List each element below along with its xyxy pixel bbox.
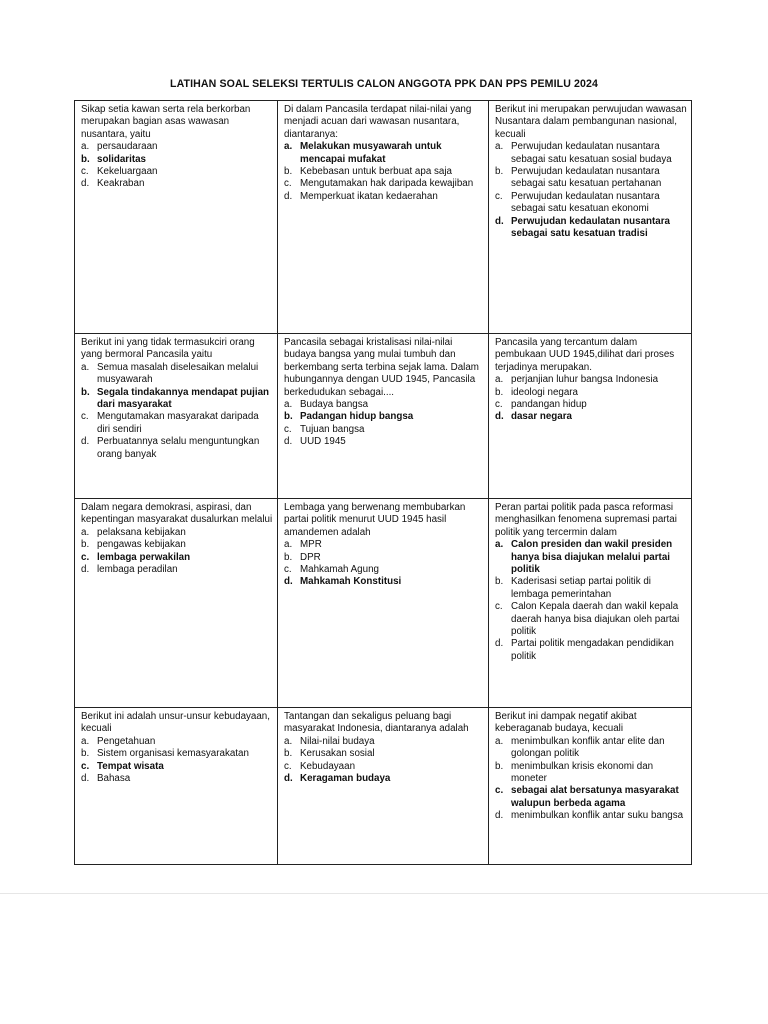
option-text: Kaderisasi setiap partai politik di lembaga pemerintahan [511,576,651,600]
option-letter: d. [495,215,504,227]
answer-option-correct [284,576,484,588]
option-letter: a. [81,526,90,538]
answer-option [495,736,687,761]
option-letter: b. [495,760,504,772]
option-text: Melakukan musyawarah untuk mencapai mufakat [300,141,442,165]
answer-options [284,539,484,589]
question-text: Berikut ini dampak negatif akibat keberaganab budaya, kecuali [495,711,637,735]
answer-options [495,374,687,424]
option-letter: c. [284,178,292,190]
answer-option [81,362,273,387]
option-text: ideologi negara [511,386,578,398]
option-text: menimbulkan krisis ekonomi dan moneter [511,760,654,785]
answer-option-correct [284,773,484,785]
option-text: Partai politik mengadakan pendidikan politik [511,638,674,662]
option-text: Semua masalah diselesaikan melalui musyawarah [97,361,259,386]
option-letter: d. [81,564,90,576]
answer-option [495,399,687,411]
answer-option [495,810,687,822]
option-letter: a. [284,539,293,551]
option-letter: c. [81,760,90,772]
question-row [75,334,692,499]
answer-option [81,527,273,539]
answer-option [284,166,484,178]
option-text: Kekeluargaan [97,166,158,178]
answer-option [81,411,273,436]
option-letter: b. [81,748,90,760]
option-text: Kebebasan untuk berbuat apa saja [300,166,452,178]
option-text: solidaritas [97,153,147,165]
option-letter: c. [284,760,292,772]
answer-option-correct [81,154,273,166]
answer-options [495,141,687,240]
option-text: UUD 1945 [300,436,346,448]
option-text: MPR [300,539,322,551]
option-letter: a. [81,141,90,153]
question-cell [278,101,489,334]
option-letter: d. [284,190,293,202]
answer-option-correct [495,216,687,241]
option-letter: d. [81,773,90,785]
option-text: Padangan hidup bangsa [300,411,414,423]
option-text: Mahkamah Konstitusi [300,576,402,588]
answer-option-correct [81,761,273,773]
question-row [75,708,692,865]
answer-option-correct [495,785,687,810]
option-letter: a. [495,374,504,386]
answer-option [495,576,687,601]
option-text: pengawas kebijakan [97,539,186,551]
answer-option [495,166,687,191]
answer-option [284,761,484,773]
answer-option [284,436,484,448]
option-letter: b. [81,153,90,165]
answer-options [81,527,273,577]
answer-option [284,736,484,748]
answer-option-correct [495,411,687,423]
option-letter: c. [284,423,292,435]
question-cell [489,101,692,334]
option-letter: d. [495,638,504,650]
option-letter: c. [495,601,503,613]
option-letter: d. [284,576,293,588]
question-cell [278,499,489,708]
answer-option-correct [495,539,687,576]
question-cell [75,499,278,708]
answer-option [81,564,273,576]
question-text: Di dalam Pancasila terdapat nilai-nilai yang menjadi acuan dari wawasan nusantara, diantaranya: [284,104,472,140]
option-text: Keragaman budaya [300,773,391,785]
answer-option [284,564,484,576]
question-text: Peran partai politik pada pasca reformasi menghasilkan fenomena supremasi partai politik yang tercermin dalam [495,502,677,538]
option-text: perjanjian luhur bangsa Indonesia [511,374,659,386]
option-letter: d. [284,773,293,785]
option-text: Kebudayaan [300,760,356,772]
question-text: Berikut ini adalah unsur-unsur kebudayaan, kecuali [81,711,270,735]
option-letter: d. [284,436,293,448]
option-letter: b. [284,748,293,760]
answer-options [81,141,273,191]
option-letter: c. [81,551,90,563]
answer-options [284,736,484,786]
option-letter: b. [81,386,90,398]
option-text: menimbulkan konflik antar elite dan golongan politik [511,735,665,760]
page-bottom-divider [0,893,768,894]
answer-option [495,601,687,638]
option-letter: c. [495,190,503,202]
question-text: Berikut ini merupakan perwujudan wawasan Nusantara dalam pembangunan nasional, kecuali [495,104,687,140]
answer-options [284,141,484,203]
option-text: Mahkamah Agung [300,564,379,576]
answer-option [81,736,273,748]
option-text: Perwujudan kedaulatan nusantara sebagai satu kesatuan ekonomi [511,190,660,215]
option-text: Nilai-nilai budaya [300,735,375,747]
option-letter: d. [495,810,504,822]
answer-option [284,552,484,564]
option-text: Tempat wisata [97,760,164,772]
option-text: DPR [300,551,321,563]
question-text: Lembaga yang berwenang membubarkan partai politik menurut UUD 1945 hasil amandemen adalah [284,502,466,538]
answer-option-correct [284,411,484,423]
answer-option [495,374,687,386]
option-letter: b. [495,166,504,178]
question-row [75,101,692,334]
answer-options [81,736,273,786]
answer-option [81,748,273,760]
option-text: Kerusakan sosial [300,748,375,760]
question-text: Pancasila sebagai kristalisasi nilai-nilai budaya bangsa yang mulai tumbuh dan berkembang serta terbina sejak lama. Dalam hubungannya dengan UUD 1945, Pancasila berkedudukan sebagai.... [284,337,479,398]
answer-option-correct [81,552,273,564]
option-letter: b. [284,166,293,178]
option-text: Mengutamakan hak daripada kewajiban [300,178,474,190]
option-letter: d. [81,436,90,448]
answer-option [81,141,273,153]
option-text: Calon presiden dan wakil presiden hanya bisa diajukan melalui partai politik [511,539,673,576]
option-letter: b. [284,551,293,563]
question-cell [75,708,278,865]
answer-option [495,638,687,663]
option-letter: c. [81,166,89,178]
question-cell [278,334,489,499]
question-text: Sikap setia kawan serta rela berkorban merupakan bagian asas wawasan nusantara, yaitu [81,104,251,140]
answer-option-correct [284,141,484,166]
answer-option [495,141,687,166]
option-letter: b. [284,411,293,423]
answer-option [81,436,273,461]
option-text: Mengutamakan masyarakat daripada diri sendiri [97,411,259,435]
option-text: menimbulkan konflik antar suku bangsa [511,810,684,822]
option-letter: d. [81,178,90,190]
option-text: Pengetahuan [97,735,156,747]
option-text: Calon Kepala daerah dan wakil kepala daerah hanya bisa diajukan oleh partai politik [511,601,680,638]
option-text: pandangan hidup [511,399,587,411]
option-letter: b. [495,576,504,588]
option-letter: a. [81,361,90,373]
option-text: dasar negara [511,411,572,423]
option-text: pelaksana kebijakan [97,526,186,538]
answer-option [495,387,687,399]
option-text: lembaga perwakilan [97,551,191,563]
question-cell [489,708,692,865]
question-cell [75,334,278,499]
option-letter: b. [81,539,90,551]
option-text: Perwujudan kedaulatan nusantara sebagai satu kesatuan tradisi [511,215,670,240]
question-text: Berikut ini yang tidak termasukciri orang yang bermoral Pancasila yaitu [81,337,255,361]
question-cell [489,334,692,499]
answer-options [81,362,273,461]
answer-option [284,191,484,203]
option-letter: a. [495,141,504,153]
answer-option [495,191,687,216]
answer-options [495,539,687,663]
option-letter: a. [284,399,293,411]
answer-option [284,178,484,190]
option-text: Memperkuat ikatan kedaerahan [300,190,438,202]
option-text: lembaga peradilan [97,564,178,576]
option-text: Budaya bangsa [300,399,369,411]
question-text: Pancasila yang tercantum dalam pembukaan UUD 1945,dilihat dari proses terjadinya merupakan. [495,337,675,373]
option-text: Tujuan bangsa [300,423,365,435]
option-letter: d. [495,411,504,423]
option-text: Perwujudan kedaulatan nusantara sebagai satu kesatuan pertahanan [511,166,662,190]
answer-option [81,166,273,178]
question-text: Tantangan dan sekaligus peluang bagi masyarakat Indonesia, diantaranya adalah [284,711,469,735]
option-letter: a. [81,735,90,747]
option-text: Bahasa [97,773,131,785]
option-letter: a. [284,141,293,153]
option-letter: c. [284,564,292,576]
option-text: Segala tindakannya mendapat pujian dari masyarakat [97,386,270,411]
option-letter: a. [495,539,504,551]
option-text: Perwujudan kedaulatan nusantara sebagai satu kesatuan sosial budaya [511,141,672,165]
option-letter: a. [284,735,293,747]
page-title: LATIHAN SOAL SELEKSI TERTULIS CALON ANGGOTA PPK DAN PPS PEMILU 2024 [170,78,598,90]
option-letter: b. [495,386,504,398]
option-text: Sistem organisasi kemasyarakatan [97,748,249,760]
question-row [75,499,692,708]
option-letter: a. [495,735,504,747]
answer-options [284,399,484,449]
answer-options [495,736,687,823]
question-cell [278,708,489,865]
answer-option [495,761,687,786]
question-table [74,100,692,865]
answer-option [81,773,273,785]
answer-option-correct [81,387,273,412]
answer-option [284,748,484,760]
answer-option [284,399,484,411]
answer-option [81,539,273,551]
option-letter: c. [495,785,504,797]
option-text: Perbuatannya selalu menguntungkan orang banyak [97,436,260,460]
answer-option [284,539,484,551]
option-letter: c. [81,411,89,423]
question-cell [489,499,692,708]
option-letter: c. [495,399,503,411]
option-text: Keakraban [97,178,145,190]
question-text: Dalam negara demokrasi, aspirasi, dan kepentingan masyarakat dusalurkan melalui [81,502,273,526]
question-cell [75,101,278,334]
answer-option [284,424,484,436]
option-text: persaudaraan [97,141,158,153]
answer-option [81,178,273,190]
option-text: sebagai alat bersatunya masyarakat walupun berbeda agama [511,785,679,809]
